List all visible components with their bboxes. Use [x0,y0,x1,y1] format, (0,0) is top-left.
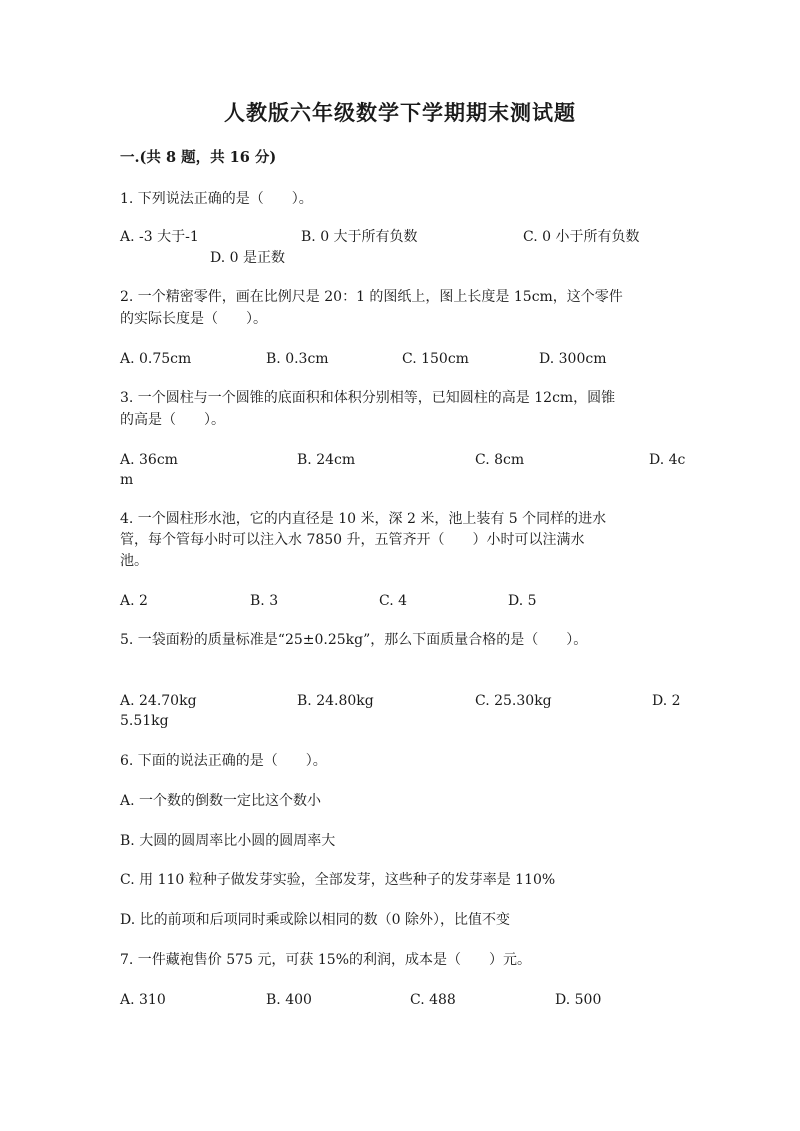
question-7-option-c: C. 488 [410,992,456,1008]
question-5-option-c: C. 25.30kg [475,693,552,709]
question-1-stem: 1. 下列说法正确的是（ ）。 [120,191,313,207]
question-5-stem: 5. 一袋面粉的质量标准是“25±0.25kg”，那么下面质量合格的是（ ）。 [120,632,588,648]
question-5-option-a: A. 24.70kg [120,693,197,709]
question-2-option-c: C. 150cm [402,351,469,367]
question-5-option-d: D. 2 [652,693,681,709]
question-3-option-a: A. 36cm [120,452,178,468]
question-5-option-d-wrap: 5.51kg [120,713,169,729]
question-3-option-b: B. 24cm [297,452,356,468]
question-7-stem: 7. 一件藏袍售价 575 元，可获 15%的利润，成本是（ ）元。 [120,952,531,968]
question-4-stem-line-1: 4. 一个圆柱形水池，它的内直径是 10 米，深 2 米，池上装有 5 个同样的进水 [120,511,607,527]
question-6-option-a: A. 一个数的倒数一定比这个数小 [120,793,322,809]
question-4-option-c: C. 4 [379,593,408,609]
question-2-option-a: A. 0.75cm [120,351,192,367]
question-6-option-d: D. 比的前项和后项同时乘或除以相同的数（0 除外），比值不变 [120,912,510,928]
question-7-option-d: D. 500 [555,992,602,1008]
question-3-stem-line-2: 的高是（ ）。 [120,412,225,428]
question-1-option-b: B. 0 大于所有负数 [301,229,418,245]
question-6-stem: 6. 下面的说法正确的是（ ）。 [120,753,327,769]
section-heading: 一.(共 8 题，共 16 分) [120,149,277,166]
question-3-option-d: D. 4c [649,452,686,468]
question-2-stem-line-2: 的实际长度是（ ）。 [120,311,267,327]
question-4-stem-line-3: 池。 [120,553,148,569]
question-4-option-a: A. 2 [120,593,148,609]
question-6-option-c: C. 用 110 粒种子做发芽实验，全部发芽，这些种子的发芽率是 110% [120,872,556,888]
question-3-stem-line-1: 3. 一个圆柱与一个圆锥的底面积和体积分别相等，已知圆柱的高是 12cm，圆锥 [120,390,616,406]
question-7-option-a: A. 310 [120,992,166,1008]
question-6-option-b: B. 大圆的圆周率比小圆的圆周率大 [120,833,336,849]
question-2-option-d: D. 300cm [539,351,607,367]
question-3-option-d-wrap: m [120,472,134,488]
question-3-option-c: C. 8cm [475,452,525,468]
page-title: 人教版六年级数学下学期期末测试题 [224,100,576,125]
question-4-option-b: B. 3 [250,593,279,609]
question-1-option-a: A. -3 大于-1 [120,229,199,245]
question-2-option-b: B. 0.3cm [266,351,329,367]
question-1-option-c: C. 0 小于所有负数 [523,229,640,245]
question-2-stem-line-1: 2. 一个精密零件，画在比例尺是 20：1 的图纸上，图上长度是 15cm，这个零件 [120,289,623,305]
question-4-option-d: D. 5 [508,593,537,609]
question-7-option-b: B. 400 [266,992,312,1008]
question-4-stem-line-2: 管，每个管每小时可以注入水 7850 升，五管齐开（ ）小时可以注满水 [120,532,585,548]
question-1-option-d: D. 0 是正数 [210,250,285,266]
question-5-option-b: B. 24.80kg [297,693,374,709]
